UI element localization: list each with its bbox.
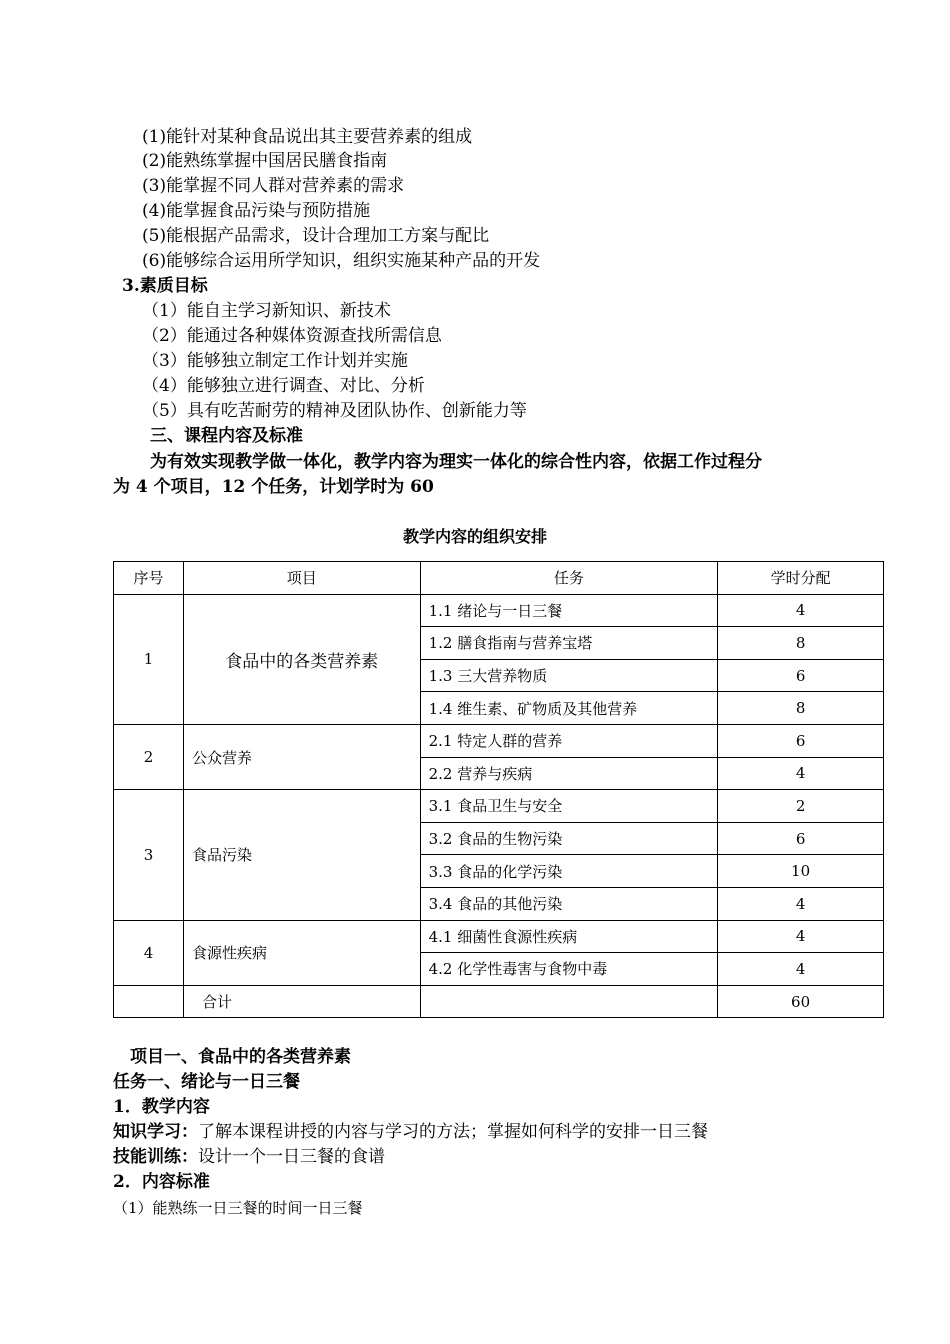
skill-text: 设计一个一日三餐的食谱: [198, 1147, 385, 1167]
task-hours: 10: [718, 855, 884, 888]
table-row: [114, 724, 884, 757]
ability-item-4: (4)能掌握食品污染与预防措施: [142, 201, 371, 221]
quality-item-2: （2）能通过各种媒体资源查找所需信息: [142, 326, 442, 346]
ability-item-1: (1)能针对某种食品说出其主要营养素的组成: [142, 127, 473, 147]
quality-item-1: （1）能自主学习新知识、新技术: [142, 301, 391, 321]
task-hours: 4: [718, 757, 884, 790]
group-3-project: 食品污染: [183, 790, 420, 920]
task-name: 1.3 三大营养物质: [420, 659, 718, 692]
total-no-cell: [114, 985, 184, 1018]
task-name: 2.2 营养与疾病: [420, 757, 718, 790]
group-2-project: 公众营养: [183, 724, 420, 789]
header-hours: 学时分配: [718, 562, 884, 595]
task-name: 1.1 绪论与一日三餐: [420, 594, 718, 627]
quality-item-3: （3）能够独立制定工作计划并实施: [142, 351, 408, 371]
course-plan-table: [113, 561, 884, 1018]
task-hours: 6: [718, 659, 884, 692]
task-name: 3.1 食品卫生与安全: [420, 790, 718, 823]
group-1-no: 1: [114, 594, 184, 724]
task-name: 3.3 食品的化学污染: [420, 855, 718, 888]
knowledge-line: [113, 1120, 708, 1144]
task-hours: 4: [718, 887, 884, 920]
task-hours: 4: [718, 594, 884, 627]
header-task: 任务: [420, 562, 718, 595]
intro-line-2: 为 4 个项目，12 个任务，计划学时为 60: [113, 477, 434, 497]
quality-item-4: （4）能够独立进行调查、对比、分析: [142, 376, 425, 396]
task-name: 4.1 细菌性食源性疾病: [420, 920, 718, 953]
knowledge-label: 知识学习：: [113, 1122, 198, 1142]
project1-heading: 项目一、食品中的各类营养素: [130, 1047, 351, 1067]
table-row: [114, 790, 884, 823]
group-3-no: 3: [114, 790, 184, 920]
header-project: 项目: [183, 562, 420, 595]
table-total-row: [114, 985, 884, 1018]
task-hours: 2: [718, 790, 884, 823]
ability-item-3: (3)能掌握不同人群对营养素的需求: [142, 176, 405, 196]
group-2-no: 2: [114, 724, 184, 789]
table-row: [114, 594, 884, 627]
task-hours: 8: [718, 692, 884, 725]
task-name: 3.4 食品的其他污染: [420, 887, 718, 920]
intro-line-1: 为有效实现教学做一体化，教学内容为理实一体化的综合性内容，依据工作过程分: [150, 452, 762, 472]
task-name: 4.2 化学性毒害与食物中毒: [420, 953, 718, 986]
ability-item-2: (2)能熟练掌握中国居民膳食指南: [142, 151, 388, 171]
group-4-no: 4: [114, 920, 184, 985]
task-hours: 6: [718, 822, 884, 855]
standard-item-1: （1）能熟练一日三餐的时间一日三餐: [113, 1199, 363, 1217]
task-name: 3.2 食品的生物污染: [420, 822, 718, 855]
task-hours: 8: [718, 627, 884, 660]
total-hours: 60: [718, 985, 884, 1018]
table-row: [114, 920, 884, 953]
knowledge-text: 了解本课程讲授的内容与学习的方法；掌握如何科学的安排一日三餐: [198, 1122, 708, 1142]
task-name: 2.1 特定人群的营养: [420, 724, 718, 757]
task-name: 1.4 维生素、矿物质及其他营养: [420, 692, 718, 725]
group-1-project: 食品中的各类营养素: [183, 594, 420, 724]
table-header-row: [114, 562, 884, 595]
quality-item-5: （5）具有吃苦耐劳的精神及团队协作、创新能力等: [142, 401, 527, 421]
task1-heading: 任务一、绪论与一日三餐: [113, 1072, 300, 1092]
ability-item-6: (6)能够综合运用所学知识，组织实施某种产品的开发: [142, 251, 541, 271]
content-heading: 1．教学内容: [113, 1097, 210, 1117]
header-no: 序号: [114, 562, 184, 595]
ability-item-5: (5)能根据产品需求，设计合理加工方案与配比: [142, 226, 490, 246]
task-hours: 4: [718, 920, 884, 953]
standard-heading: 2．内容标准: [113, 1172, 210, 1192]
group-4-project: 食源性疾病: [183, 920, 420, 985]
task-hours: 6: [718, 724, 884, 757]
total-label: 合计: [183, 985, 420, 1018]
quality-heading: 3.素质目标: [122, 276, 208, 296]
section3-heading: 三、课程内容及标准: [150, 426, 303, 446]
task-hours: 4: [718, 953, 884, 986]
task-name: 1.2 膳食指南与营养宝塔: [420, 627, 718, 660]
table-title: 教学内容的组织安排: [402, 527, 547, 546]
skill-line: [113, 1145, 385, 1169]
total-task-cell: [420, 985, 718, 1018]
skill-label: 技能训练：: [113, 1147, 198, 1167]
